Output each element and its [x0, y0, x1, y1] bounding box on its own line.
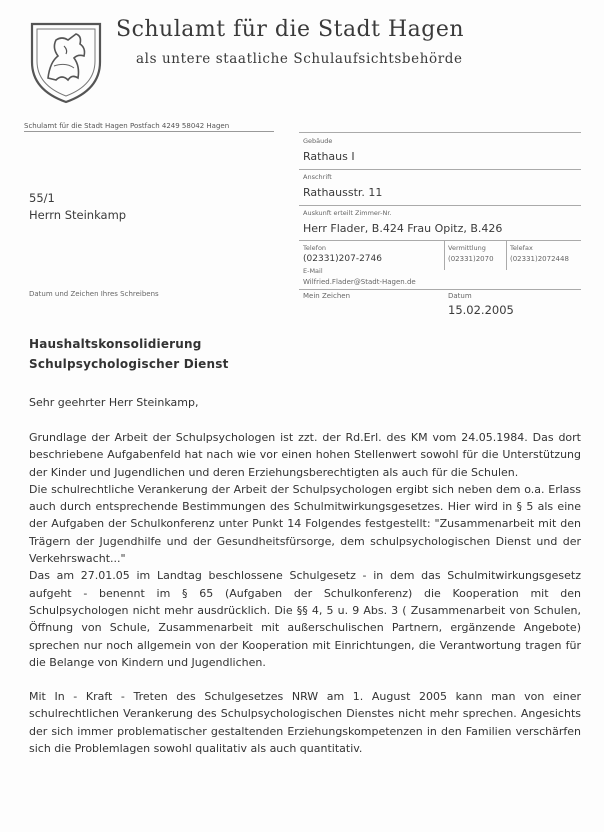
info-divider: [444, 240, 445, 270]
body-paragraph-3: Das am 27.01.05 im Landtag beschlossene Schulgesetz - in dem das Schulmitwirkungsgesetz aufgeht - benennt im § 65 (Aufgaben der Schulkonferenz) die Kooperation mit den Schulpsychologen nicht mehr ausdrücklich. Die §§ 4, 5 u. 9 Abs. 3 ( Zusammenarbeit von Schulen, Öffnung von Schule, Zusammenarbeit mit außerschulischen Partnern, ergänzende Angebote) sprechen nur noch allgemein von der Kooperation mit Einrichtungen, die Verantwortung tragen für die Belange von Kindern und Jugendlichen.: [29, 569, 581, 669]
org-subtitle: als untere staatliche Schulaufsichtsbehörde: [136, 51, 463, 67]
anschrift-label: Anschrift: [303, 173, 332, 181]
datum-label: Datum: [448, 292, 472, 300]
body-paragraph-4: Mit In - Kraft - Treten des Schulgesetzes NRW am 1. August 2005 kann man von einer schulrechtlichen Verankerung des Schulpsychologischen Dienstes nicht mehr sprechen. Angesichts der sich immer problematischer gestaltenden Erziehungskompetenzen in den Familien verschärfen sich die Problemlagen sowohl qualitativ als auch quantitativ.: [29, 690, 581, 756]
info-rule: [299, 169, 581, 170]
info-rule: [299, 240, 581, 241]
email-value: Wilfried.Flader@Stadt-Hagen.de: [303, 278, 416, 286]
info-divider: [506, 240, 507, 270]
subject-line-1: Haushaltskonsolidierung: [29, 337, 202, 351]
telefon-label: Telefon: [303, 244, 327, 252]
info-rule: [299, 205, 581, 206]
salutation: Sehr geehrter Herr Steinkamp,: [29, 396, 199, 409]
email-label: E-Mail: [303, 267, 323, 275]
recipient-line-1: 55/1: [29, 191, 55, 205]
telefax-value: (02331)2072448: [510, 255, 569, 263]
org-title: Schulamt für die Stadt Hagen: [116, 17, 465, 42]
auskunft-label: Auskunft erteilt Zimmer-Nr.: [303, 209, 392, 217]
coat-of-arms-logo: [28, 18, 104, 104]
return-address-rule: [24, 131, 274, 132]
letter-body: [29, 429, 581, 757]
mein-zeichen-label: Mein Zeichen: [303, 292, 351, 300]
datum-value: 15.02.2005: [448, 303, 514, 317]
telefax-label: Telefax: [510, 244, 533, 252]
recipient-line-2: Herrn Steinkamp: [29, 208, 127, 222]
gebaeude-label: Gebäude: [303, 137, 333, 145]
info-rule: [299, 289, 581, 290]
body-paragraph-1: Grundlage der Arbeit der Schulpsychologen ist zzt. der Rd.Erl. des KM vom 24.05.1984. Das dort beschriebene Aufgabenfeld hat nach wie vor einen hohen Stellenwert sowohl für die Unterstützung der Kinder und Jugendlichen und deren Erziehungsberechtigten als auch für die Schulen.: [29, 431, 581, 479]
info-top-rule: [299, 132, 581, 133]
subject-line-2: Schulpsychologischer Dienst: [29, 357, 229, 371]
gebaeude-value: Rathaus I: [303, 150, 355, 163]
telefon-value: (02331)207-2746: [303, 254, 382, 264]
body-paragraph-2: Die schulrechtliche Verankerung der Arbeit der Schulpsychologen ergibt sich neben dem o.a. Erlass auch durch entsprechende Bestimmungen des Schulmitwirkungsgesetzes. Hier wird in § 5 als eine der Aufgaben der Schulkonferenz unter Punkt 14 Folgendes festgestellt: "Zusammenarbeit mit den Trägern der Jugendhilfe und der Gesundheitsfürsorge, dem schulpsychologischen Dienst und der Verkehrswacht...": [29, 482, 581, 566]
return-address: Schulamt für die Stadt Hagen Postfach 4249 58042 Hagen: [24, 122, 230, 130]
ihr-zeichen-label: Datum und Zeichen Ihres Schreibens: [29, 290, 159, 298]
vermittlung-label: Vermittlung: [448, 244, 486, 252]
anschrift-value: Rathausstr. 11: [303, 186, 383, 199]
auskunft-value: Herr Flader, B.424 Frau Opitz, B.426: [303, 222, 503, 235]
vermittlung-value: (02331)2070: [448, 255, 494, 263]
